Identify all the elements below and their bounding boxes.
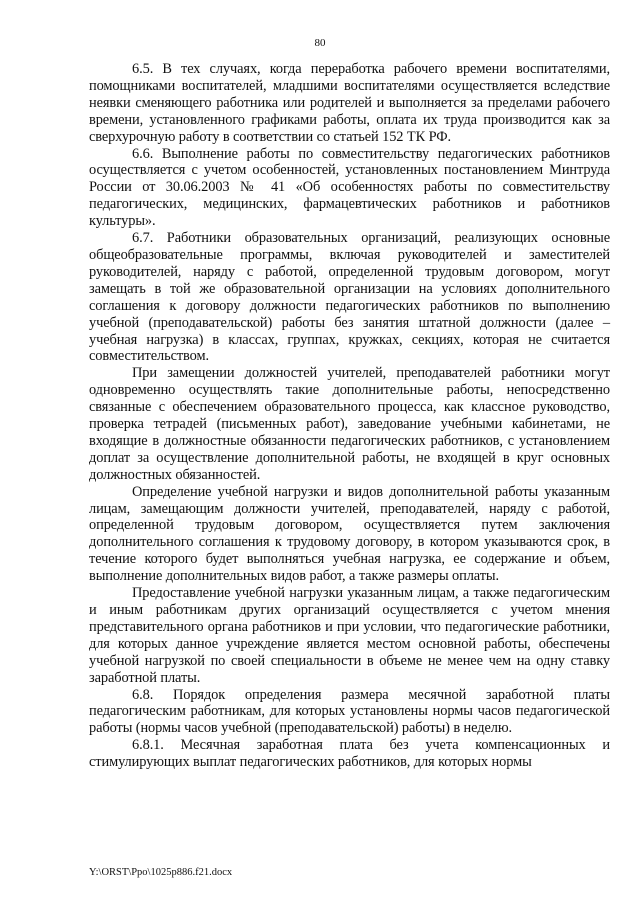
paragraph-substitution: При замещении должностей учителей, преподавателей работники могут одновременно осуществлять такие дополнительные работы, непосредственно связанные с обеспечением образовательного процесса, как классное руководство, проверка тетрадей (письменных работ), заведование учебными кабинетами, не входящие в должностные обязанности педагогических работников, с установлением доплат за осуществление дополнительной работы, не входящей в круг основных должностных обязанностей. [89, 365, 610, 483]
paragraph-workload-provision: Предоставление учебной нагрузки указанным лицам, а также педагогическим и иным работникам других организаций осуществляется с учетом мнения представительного органа работников и при условии, что педагогические работники, для которых данное учреждение является местом основной работы, обеспечены учебной нагрузкой по своей специальности в объеме не менее чем на одну ставку заработной платы. [89, 585, 610, 686]
paragraph-6-6: 6.6. Выполнение работы по совместительству педагогических работников осуществляется с учетом особенностей, установленных постановлением Минтруда России от 30.06.2003 № 41 «Об особенностях работы по совместительству педагогических, медицинских, фармацевтических работников и работников культуры». [89, 145, 610, 230]
paragraph-6-8: 6.8. Порядок определения размера месячной заработной платы педагогическим работникам, для которых установлены нормы часов педагогической работы (нормы часов учебной (преподавательской) работы) в неделю. [89, 686, 610, 737]
footer-file-path: Y:\ORST\Ppo\1025p886.f21.docx [89, 867, 233, 878]
paragraph-6-5: 6.5. В тех случаях, когда переработка рабочего времени воспитателями, помощниками воспитателей, младшими воспитателями осуществляется вследствие неявки сменяющего работника или родителей и выполняется за пределами рабочего времени, установленного графиками работы, оплата их труда производится как за сверхурочную работу в соответствии со статьей 152 ТК РФ. [89, 61, 610, 145]
paragraph-6-8-1: 6.8.1. Месячная заработная плата без учета компенсационных и стимулирующих выплат педагогических работников, для которых нормы [89, 737, 610, 771]
document-body [89, 61, 610, 771]
page-number: 80 [314, 37, 326, 49]
paragraph-workload-definition: Определение учебной нагрузки и видов дополнительной работы указанным лицам, замещающим должности учителей, преподавателей, наряду с работой, определенной трудовым договором, осуществляется путем заключения дополнительного соглашения к трудовому договору, в котором указываются срок, в течение которого будет выполняться учебная нагрузка, ее содержание и объем, выполнение дополнительных видов работ, а также размеры оплаты. [89, 483, 610, 585]
paragraph-6-7: 6.7. Работники образовательных организаций, реализующих основные общеобразовательные программы, включая руководителей и заместителей руководителей, наряду с работой, определенной трудовым договором, могут замещать в той же образовательной организации на условиях дополнительного соглашения к договору должности педагогических работников по выполнению учебной (преподавательской) работы без занятия штатной должности (далее – учебная нагрузка) в классах, группах, кружках, секциях, которая не считается совместительством. [89, 230, 610, 365]
